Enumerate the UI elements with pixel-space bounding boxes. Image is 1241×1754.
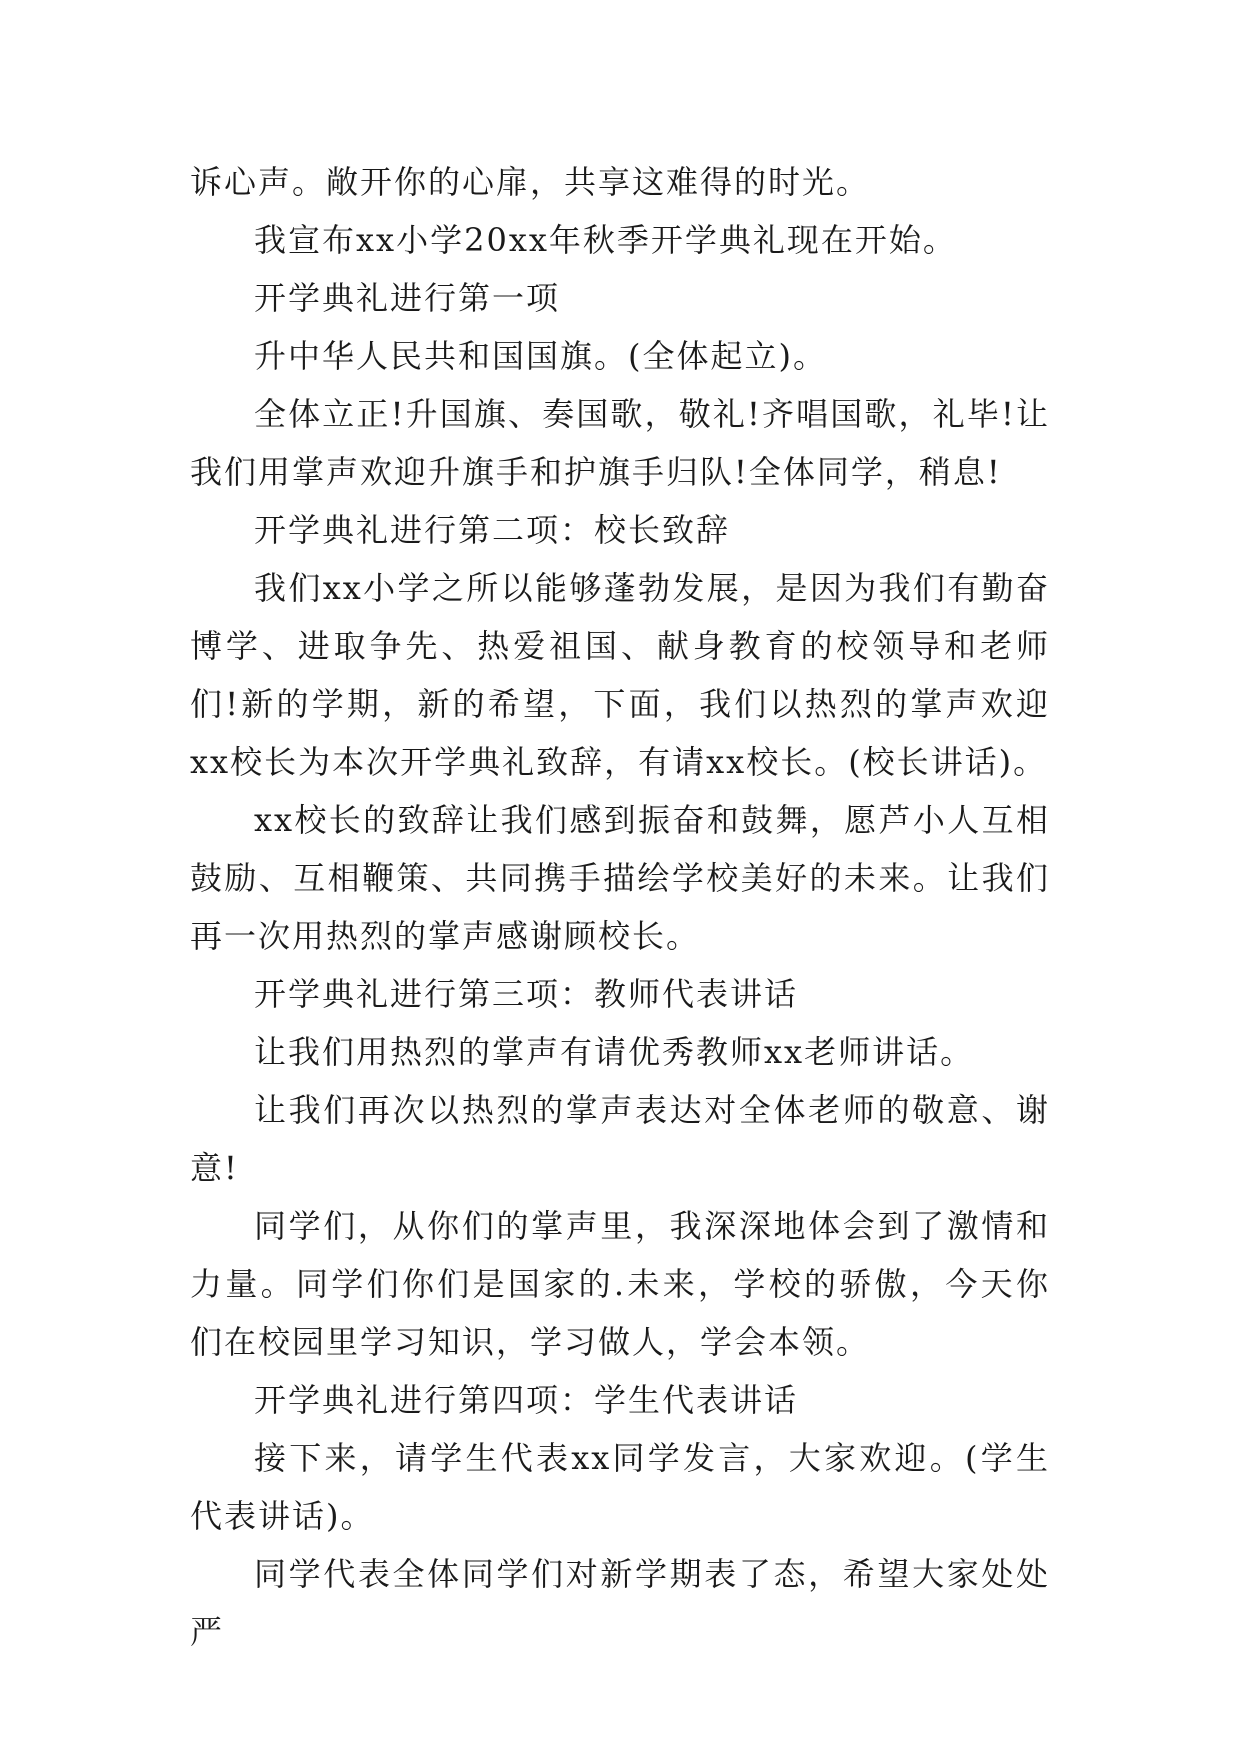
paragraph: 接下来，请学生代表xx同学发言，大家欢迎。(学生代表讲话)。 (190, 1439, 1050, 1535)
section-heading: 开学典礼进行第三项：教师代表讲话 (254, 975, 799, 1013)
paragraph: 让我们用热烈的掌声有请优秀教师xx老师讲话。 (254, 1033, 975, 1071)
paragraph: xx校长的致辞让我们感到振奋和鼓舞，愿芦小人互相鼓励、互相鞭策、共同携手描绘学校美好的未来。让我们再一次用热烈的掌声感谢顾校长。 (190, 801, 1050, 955)
paragraph: 同学们，从你们的掌声里，我深深地体会到了激情和力量。同学们你们是国家的.未来，学校的骄傲，今天你们在校园里学习知识，学习做人，学会本领。 (190, 1207, 1050, 1361)
section-heading: 开学典礼进行第一项 (254, 279, 561, 317)
document-body (190, 153, 1050, 1661)
paragraph: 让我们再次以热烈的掌声表达对全体老师的敬意、谢意! (190, 1091, 1050, 1187)
section-heading: 开学典礼进行第二项：校长致辞 (254, 511, 731, 549)
paragraph: 诉心声。敞开你的心扉，共享这难得的时光。 (190, 163, 871, 201)
paragraph: 升中华人民共和国国旗。(全体起立)。 (254, 337, 827, 375)
paragraph: 我们xx小学之所以能够蓬勃发展，是因为我们有勤奋博学、进取争先、热爱祖国、献身教育的校领导和老师们!新的学期，新的希望，下面，我们以热烈的掌声欢迎xx校长为本次开学典礼致辞，有请xx校长。(校长讲话)。 (190, 569, 1050, 781)
paragraph: 我宣布xx小学20xx年秋季开学典礼现在开始。 (254, 221, 957, 259)
paragraph: 全体立正!升国旗、奏国歌，敬礼!齐唱国歌，礼毕!让我们用掌声欢迎升旗手和护旗手归队!全体同学，稍息! (190, 395, 1050, 491)
paragraph: 同学代表全体同学们对新学期表了态，希望大家处处严 (190, 1555, 1050, 1651)
section-heading: 开学典礼进行第四项：学生代表讲话 (254, 1381, 799, 1419)
